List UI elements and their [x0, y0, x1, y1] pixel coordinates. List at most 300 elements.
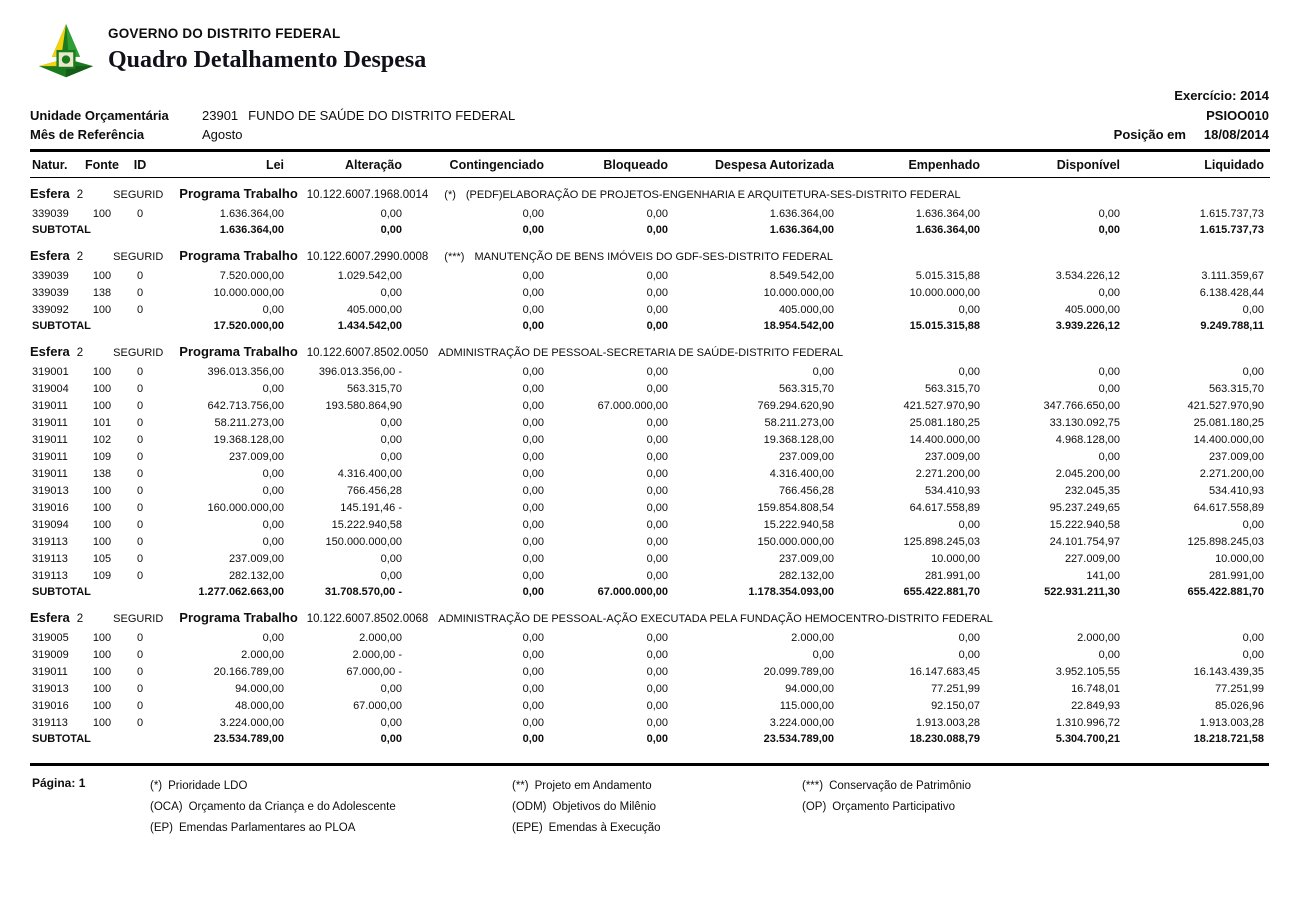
cell: 282.132,00	[228, 570, 284, 582]
cell: 33.130.092,75	[1049, 417, 1120, 429]
programa-marker: (***)	[444, 250, 465, 263]
cell: 0,00	[958, 304, 980, 316]
subtotal-cell: 1.434.542,00	[337, 319, 402, 332]
cell: 14.400.000,00	[909, 434, 980, 446]
subtotal-row	[30, 732, 1270, 749]
legend-text: Emendas à Execução	[548, 821, 661, 834]
cell: 0,00	[522, 400, 544, 412]
esfera-row	[30, 240, 1270, 268]
cell: 0,00	[646, 502, 668, 514]
subtotal-cell: 0,00	[380, 732, 402, 745]
subtotal-cell: 17.520.000,00	[213, 319, 284, 332]
cell: 0	[136, 383, 144, 395]
cell: 16.147.683,45	[909, 666, 980, 678]
cell: 0,00	[958, 632, 980, 644]
cell: 534.410,93	[1208, 485, 1264, 497]
programa-descricao: MANUTENÇÃO DE BENS IMÓVEIS DO GDF-SES-DISTRITO FEDERAL	[474, 250, 834, 263]
legend-item	[150, 797, 512, 818]
cell: 100	[92, 683, 112, 695]
legend-text: Prioridade LDO	[168, 779, 248, 792]
gdf-logo-icon	[38, 22, 94, 84]
cell: 642.713.756,00	[207, 400, 284, 412]
cell: 0	[136, 304, 144, 316]
column-header-row	[30, 150, 1270, 177]
cell: 319011	[32, 666, 68, 678]
cell: 0	[136, 570, 144, 582]
table-row	[30, 483, 1270, 500]
cell: 0,00	[380, 208, 402, 220]
cell: 0	[136, 417, 144, 429]
cell: 5.015.315,88	[915, 270, 980, 282]
column-header: Contingenciado	[449, 157, 544, 172]
cell: 100	[92, 400, 112, 412]
cell: 94.000,00	[785, 683, 834, 695]
cell: 6.138.428,44	[1199, 287, 1264, 299]
cell: 141,00	[1086, 570, 1120, 582]
cell: 319016	[32, 502, 69, 514]
report-footer	[30, 763, 1269, 839]
posicao	[1114, 125, 1269, 145]
cell: 48.000,00	[235, 700, 284, 712]
subtotal-cell: 67.000.000,00	[597, 585, 668, 598]
cell: 100	[92, 717, 112, 729]
cell: 100	[92, 519, 112, 531]
table-row	[30, 681, 1270, 698]
cell: 2.000,00	[359, 632, 402, 644]
cell: 0,00	[522, 434, 544, 446]
cell: 0,00	[1098, 208, 1120, 220]
cell: 0	[136, 485, 144, 497]
cell: 0	[136, 287, 144, 299]
cell: 19.368.128,00	[763, 434, 834, 446]
cell: 0	[136, 683, 144, 695]
cell: 405.000,00	[346, 304, 402, 316]
cell: 193.580.864,90	[325, 400, 402, 412]
cell: 769.294.620,90	[757, 400, 834, 412]
subtotal-cell: 1.178.354.093,00	[748, 585, 834, 598]
cell: 0,00	[812, 649, 834, 661]
pagina-label: Página:	[32, 775, 76, 790]
programa-trabalho-code: 10.122.6007.8502.0068	[306, 612, 429, 625]
column-header: Despesa Autorizada	[714, 157, 834, 172]
cell: 160.000.000,00	[207, 502, 284, 514]
cell: 0,00	[380, 451, 402, 463]
legend-marker: (ODM)	[512, 800, 547, 813]
cell: 347.766.650,00	[1043, 400, 1120, 412]
cell: 95.237.249,65	[1049, 502, 1120, 514]
column-header: Liquidado	[1204, 157, 1264, 172]
cell: 237.009,00	[1208, 451, 1264, 463]
cell: 100	[92, 383, 112, 395]
subtotal-cell: 655.422.881,70	[1187, 585, 1264, 598]
subtotal-label: SUBTOTAL	[32, 223, 91, 236]
cell: 64.617.558,89	[909, 502, 980, 514]
cell: 227.009,00	[1064, 553, 1120, 565]
table-row	[30, 268, 1270, 285]
cell: 421.527.970,90	[1187, 400, 1264, 412]
table-row	[30, 302, 1270, 319]
cell: 0,00	[522, 502, 544, 514]
cell: 0,00	[262, 304, 284, 316]
cell: 0,00	[958, 519, 980, 531]
table-row	[30, 466, 1270, 483]
cell: 109	[92, 570, 112, 582]
table-row	[30, 381, 1270, 398]
subtotal-cell: 0,00	[646, 732, 668, 745]
cell: 0,00	[1242, 519, 1264, 531]
cell: 3.111.359,67	[1201, 270, 1264, 282]
cell: 0,00	[1242, 304, 1264, 316]
cell: 0,00	[262, 632, 284, 644]
cell: 22.849,93	[1071, 700, 1120, 712]
esfera-cell	[30, 177, 1270, 206]
subtotal-label: SUBTOTAL	[32, 585, 91, 598]
legend-marker: (*)	[150, 779, 163, 792]
cell: 319013	[32, 683, 69, 695]
cell: 2.045.200,00	[1055, 468, 1120, 480]
cell: 319113	[32, 717, 68, 729]
cell: 0,00	[646, 683, 668, 695]
cell: 100	[92, 502, 112, 514]
esfera-grupo: SEGURID	[113, 346, 164, 359]
subtotal-row	[30, 319, 1270, 336]
esfera-row	[30, 177, 1270, 206]
cell: 0,00	[646, 287, 668, 299]
esfera-row	[30, 336, 1270, 364]
legend-column-2	[512, 776, 802, 839]
cell: 1.615.737,73	[1199, 208, 1264, 220]
subtotal-cell: 18.218.721,58	[1193, 732, 1264, 745]
cell: 563.315,70	[924, 383, 980, 395]
cell: 138	[92, 287, 112, 299]
table-row	[30, 647, 1270, 664]
table-row	[30, 364, 1270, 381]
table-row	[30, 630, 1270, 647]
cell: 0,00	[522, 717, 544, 729]
cell: 4.316.400,00	[769, 468, 834, 480]
column-header: Fonte	[84, 157, 120, 172]
programa-descricao: ADMINISTRAÇÃO DE PESSOAL-SECRETARIA DE SAÚDE-DISTRITO FEDERAL	[438, 346, 844, 359]
legend-item	[512, 776, 802, 797]
cell: 0	[136, 632, 144, 644]
subtotal-cell: 23.534.789,00	[213, 732, 284, 745]
cell: 67.000,00 -	[346, 666, 402, 678]
cell: 0,00	[1242, 366, 1264, 378]
cell: 100	[92, 700, 112, 712]
column-header: Lei	[265, 157, 284, 172]
cell: 10.000.000,00	[909, 287, 980, 299]
cell: 319011	[32, 400, 68, 412]
cell: 85.026,96	[1215, 700, 1264, 712]
cell: 10.000,00	[931, 553, 980, 565]
cell: 0,00	[646, 208, 668, 220]
cell: 0,00	[522, 270, 544, 282]
subtotal-cell: 0,00	[1098, 223, 1120, 236]
cell: 563.315,70	[778, 383, 834, 395]
cell: 0,00	[522, 366, 544, 378]
cell: 237.009,00	[228, 553, 284, 565]
column-header: Alteração	[345, 157, 402, 172]
posicao-label: Posição em	[1113, 127, 1186, 142]
subtotal-cell: 0,00	[646, 223, 668, 236]
cell: 24.101.754,97	[1049, 536, 1120, 548]
table-row	[30, 517, 1270, 534]
report-header	[30, 16, 1269, 145]
cell: 19.368.128,00	[213, 434, 284, 446]
esfera-label: Esfera	[30, 343, 70, 359]
cell: 0	[136, 434, 144, 446]
cell: 0,00	[522, 383, 544, 395]
cell: 0	[136, 208, 144, 220]
cell: 0,00	[646, 434, 668, 446]
table-row	[30, 500, 1270, 517]
column-header: Disponível	[1056, 157, 1120, 172]
cell: 319011	[32, 451, 68, 463]
cell: 0	[136, 717, 144, 729]
cell: 1.913.003,28	[915, 717, 980, 729]
cell: 0	[136, 666, 144, 678]
legend-text: Objetivos do Milênio	[552, 800, 657, 813]
brand-text	[108, 16, 426, 74]
cell: 0,00	[646, 366, 668, 378]
legend-item	[802, 776, 1122, 797]
programa-descricao: (PEDF)ELABORAÇÃO DE PROJETOS-ENGENHARIA E ARQUITETURA-SES-DISTRITO FEDERAL	[465, 188, 961, 201]
table-row	[30, 698, 1270, 715]
esfera-grupo: SEGURID	[113, 250, 164, 263]
cell: 8.549.542,00	[769, 270, 834, 282]
cell: 0,00	[646, 270, 668, 282]
subtotal-cell: 1.636.364,00	[915, 223, 980, 236]
cell: 100	[92, 666, 112, 678]
cell: 281.991,00	[924, 570, 980, 582]
cell: 0,00	[522, 536, 544, 548]
cell: 339039	[32, 270, 69, 282]
meta-row-unidade	[30, 106, 1269, 126]
cell: 0,00	[646, 417, 668, 429]
cell: 20.166.789,00	[213, 666, 284, 678]
subtotal-cell: 0,00	[522, 732, 544, 745]
subtotal-cell: 15.015.315,88	[909, 319, 980, 332]
report-code: PSIOO010	[1206, 107, 1269, 123]
cell: 0	[136, 502, 144, 514]
cell: 0,00	[380, 717, 402, 729]
cell: 766.456,28	[778, 485, 834, 497]
legend-text: Projeto em Andamento	[534, 779, 652, 792]
pagina-value: 1	[78, 775, 86, 790]
table-row	[30, 285, 1270, 302]
cell: 0,00	[646, 700, 668, 712]
government-name: GOVERNO DO DISTRITO FEDERAL	[108, 26, 341, 41]
programa-trabalho-label: Programa Trabalho	[179, 185, 298, 201]
column-header: ID	[133, 157, 147, 172]
cell: 100	[92, 366, 112, 378]
report-meta	[30, 86, 1269, 145]
cell: 0,00	[522, 632, 544, 644]
subtotal-row	[30, 585, 1270, 602]
cell: 3.224.000,00	[769, 717, 834, 729]
programa-trabalho-code: 10.122.6007.2990.0008	[306, 250, 429, 263]
esfera-grupo: SEGURID	[113, 612, 164, 625]
table-row	[30, 432, 1270, 449]
table-row	[30, 568, 1270, 585]
cell: 0,00	[812, 366, 834, 378]
cell: 100	[92, 632, 112, 644]
subtotal-cell: 3.939.226,12	[1055, 319, 1120, 332]
cell: 0,00	[380, 287, 402, 299]
legend-column-1	[150, 776, 512, 839]
cell: 0,00	[380, 434, 402, 446]
esfera-label: Esfera	[30, 609, 70, 625]
cell: 319011	[32, 434, 68, 446]
subtotal-cell: 0,00	[522, 319, 544, 332]
table-body	[30, 177, 1270, 749]
cell: 0	[136, 649, 144, 661]
cell: 0,00	[522, 485, 544, 497]
cell: 0,00	[1098, 366, 1120, 378]
cell: 0,00	[522, 666, 544, 678]
unidade-orcamentaria	[30, 106, 515, 126]
cell: 16.143.439,35	[1193, 666, 1264, 678]
subtotal-cell: 0,00	[380, 223, 402, 236]
cell: 319113	[32, 536, 68, 548]
cell: 0,00	[646, 553, 668, 565]
esfera-value: 2	[76, 346, 84, 359]
unidade-name: FUNDO DE SAÚDE DO DISTRITO FEDERAL	[248, 107, 516, 123]
legend-item	[802, 797, 1122, 818]
cell: 1.636.364,00	[219, 208, 284, 220]
cell: 0,00	[646, 649, 668, 661]
cell: 319113	[32, 570, 68, 582]
cell: 396.013.356,00 -	[318, 366, 402, 378]
cell: 0,00	[522, 208, 544, 220]
cell: 0	[136, 468, 144, 480]
subtotal-cell: 0,00	[522, 585, 544, 598]
legend-marker: (EPE)	[512, 821, 543, 834]
subtotal-cell: 18.230.088,79	[909, 732, 980, 745]
cell: 0,00	[262, 383, 284, 395]
cell: 339092	[32, 304, 69, 316]
cell: 0	[136, 451, 144, 463]
cell: 319113	[32, 553, 68, 565]
column-header: Natur.	[32, 157, 68, 172]
cell: 0,00	[958, 649, 980, 661]
subtotal-label: SUBTOTAL	[32, 732, 91, 745]
table-row	[30, 664, 1270, 681]
cell: 0,00	[646, 666, 668, 678]
cell: 4.968.128,00	[1055, 434, 1120, 446]
legend-marker: (OP)	[802, 800, 827, 813]
exercicio-label: Exercício:	[1174, 88, 1237, 103]
cell: 237.009,00	[778, 451, 834, 463]
cell: 0,00	[380, 553, 402, 565]
legend-marker: (***)	[802, 779, 824, 792]
cell: 319094	[32, 519, 69, 531]
cell: 0,00	[522, 287, 544, 299]
subtotal-cell: 31.708.570,00 -	[324, 585, 402, 598]
subtotal-cell: 522.931.211,30	[1044, 585, 1120, 598]
cell: 0	[136, 400, 144, 412]
cell: 2.000,00	[241, 649, 284, 661]
mes-value: Agosto	[202, 127, 243, 142]
table-row	[30, 449, 1270, 466]
cell: 0,00	[1098, 649, 1120, 661]
cell: 0,00	[522, 451, 544, 463]
cell: 10.000.000,00	[763, 287, 834, 299]
column-header: Bloqueado	[603, 157, 668, 172]
subtotal-label: SUBTOTAL	[32, 319, 91, 332]
cell: 0,00	[646, 570, 668, 582]
cell: 4.316.400,00	[337, 468, 402, 480]
cell: 1.913.003,28	[1199, 717, 1264, 729]
cell: 0,00	[1098, 383, 1120, 395]
cell: 237.009,00	[778, 553, 834, 565]
cell: 109	[92, 451, 112, 463]
cell: 0,00	[1098, 287, 1120, 299]
cell: 100	[92, 649, 112, 661]
cell: 1.029.542,00	[337, 270, 402, 282]
cell: 2.271.200,00	[915, 468, 980, 480]
cell: 3.952.105,55	[1055, 666, 1120, 678]
subtotal-row	[30, 223, 1270, 240]
esfera-row	[30, 602, 1270, 630]
cell: 64.617.558,89	[1193, 502, 1264, 514]
cell: 237.009,00	[924, 451, 980, 463]
esfera-cell	[30, 602, 1270, 630]
subtotal-cell: 0,00	[646, 319, 668, 332]
cell: 0,00	[646, 717, 668, 729]
cell: 1.310.996,72	[1055, 717, 1120, 729]
legend-item	[512, 818, 802, 839]
legend-item	[150, 818, 512, 839]
cell: 0	[136, 700, 144, 712]
cell: 534.410,93	[924, 485, 980, 497]
cell: 0,00	[646, 536, 668, 548]
cell: 232.045,35	[1064, 485, 1120, 497]
cell: 102	[92, 434, 112, 446]
cell: 0,00	[646, 451, 668, 463]
esfera-grupo: SEGURID	[113, 188, 164, 201]
cell: 0	[136, 270, 144, 282]
cell: 282.132,00	[778, 570, 834, 582]
legend-text: Emendas Parlamentares ao PLOA	[179, 821, 356, 834]
subtotal-cell: 655.422.881,70	[903, 585, 980, 598]
cell: 0,00	[522, 468, 544, 480]
cell: 0,00	[380, 683, 402, 695]
cell: 319013	[32, 485, 69, 497]
cell: 0,00	[646, 304, 668, 316]
cell: 319005	[32, 632, 69, 644]
esfera-value: 2	[76, 612, 84, 625]
cell: 0,00	[646, 468, 668, 480]
subtotal-cell: 1.636.364,00	[219, 223, 284, 236]
cell: 421.527.970,90	[903, 400, 980, 412]
mes-label: Mês de Referência	[30, 127, 145, 142]
esfera-value: 2	[76, 188, 84, 201]
cell: 0,00	[1242, 649, 1264, 661]
cell: 15.222.940,58	[1049, 519, 1120, 531]
cell: 115.000,00	[779, 700, 834, 712]
table-head	[30, 150, 1270, 177]
cell: 0,00	[958, 366, 980, 378]
legend-marker: (OCA)	[150, 800, 183, 813]
cell: 319001	[32, 366, 69, 378]
cell: 159.854.808,54	[757, 502, 834, 514]
table-row	[30, 715, 1270, 732]
legend-marker: (EP)	[150, 821, 173, 834]
cell: 0,00	[262, 536, 284, 548]
cell: 0,00	[522, 700, 544, 712]
unidade-code: 23901	[202, 107, 239, 123]
